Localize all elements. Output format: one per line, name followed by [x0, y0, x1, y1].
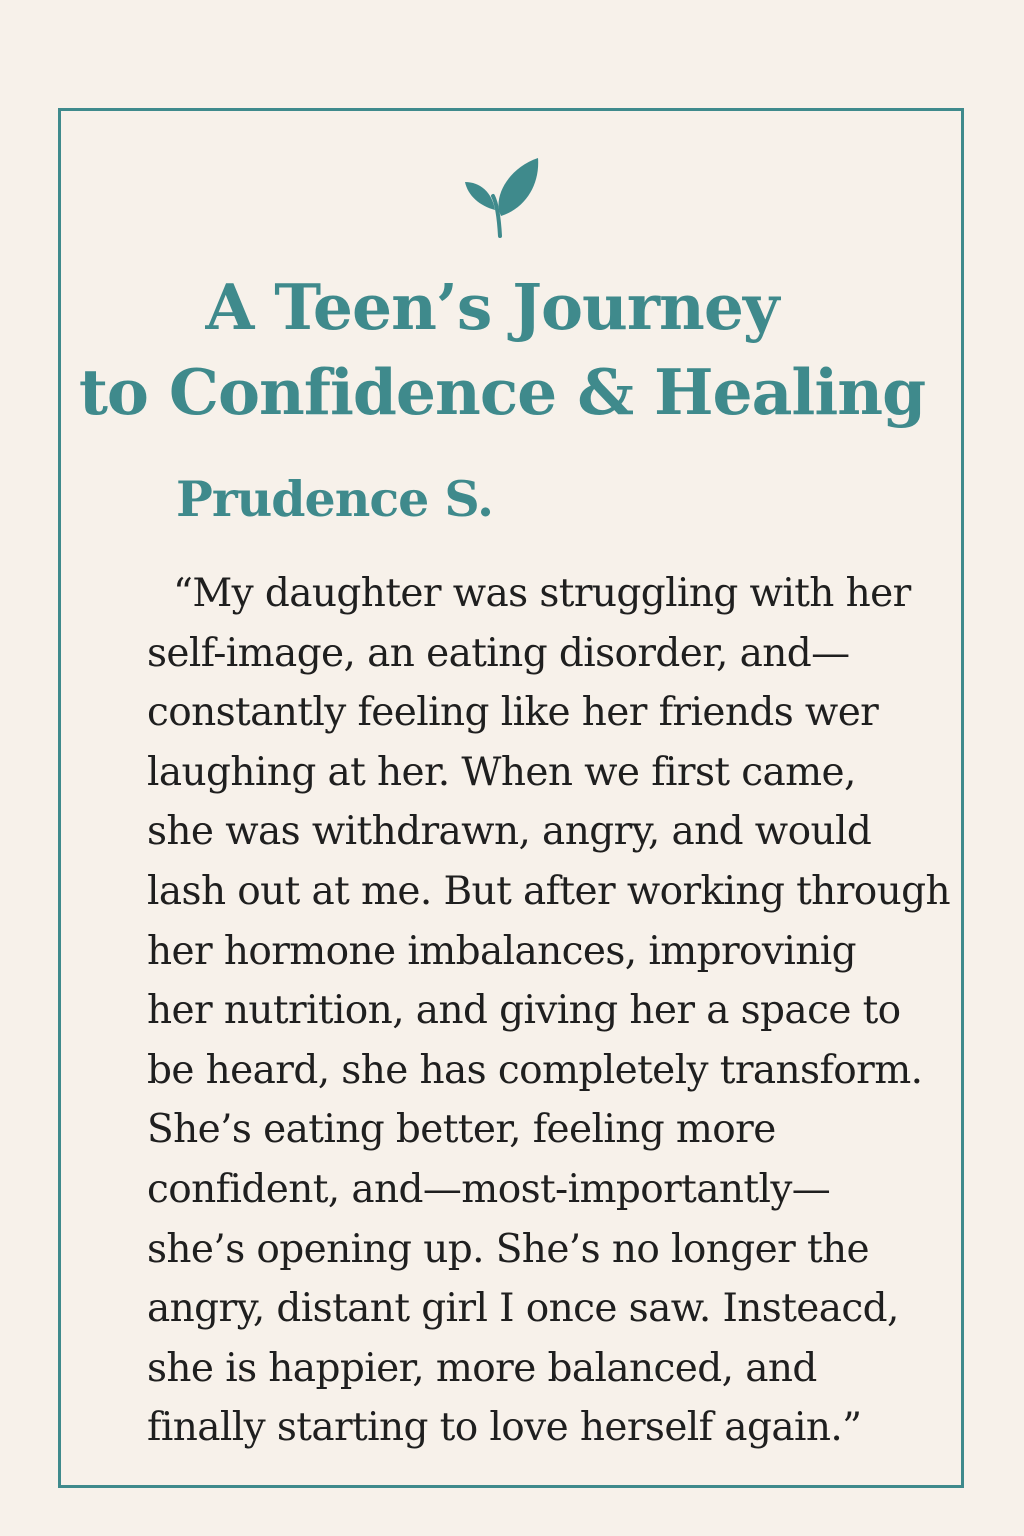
- testimonial-line: self-image, an eating disorder, and—: [147, 630, 850, 676]
- testimonial-line: be heard, she has completely transform.: [147, 1047, 923, 1093]
- testimonial-quote: [147, 564, 967, 1458]
- testimonial-line: lash out at me. But after working through: [147, 868, 951, 914]
- testimonial-line: constantly feeling like her friends wer: [147, 690, 879, 736]
- testimonial-line: she’s opening up. She’s no longer the: [147, 1226, 870, 1272]
- testimonial-line: She’s eating better, feeling more: [147, 1107, 776, 1153]
- testimonial-line: “My daughter was struggling with her: [173, 571, 911, 616]
- testimonial-line: laughing at her. When we first came,: [147, 749, 856, 795]
- testimonial-line: confident, and—most-importantly—: [147, 1166, 831, 1212]
- testimonial-line: her hormone imbalances, improvinig: [147, 928, 856, 974]
- testimonial-line: she is happier, more balanced, and: [147, 1345, 817, 1391]
- testimonial-line: her nutrition, and giving her a space to: [147, 988, 901, 1034]
- testimonial-line: she was withdrawn, angry, and would: [147, 809, 872, 855]
- testimonial-line: finally starting to love herself again.”: [147, 1405, 862, 1451]
- page-title-line-2: to Confidence & Healing: [78, 355, 926, 429]
- author-name: Prudence S.: [176, 470, 494, 528]
- leaf-icon: [462, 154, 542, 238]
- page-title-line-1: A Teen’s Journey: [205, 270, 779, 344]
- testimonial-line: angry, distant girl I once saw. Insteacd,: [147, 1286, 899, 1332]
